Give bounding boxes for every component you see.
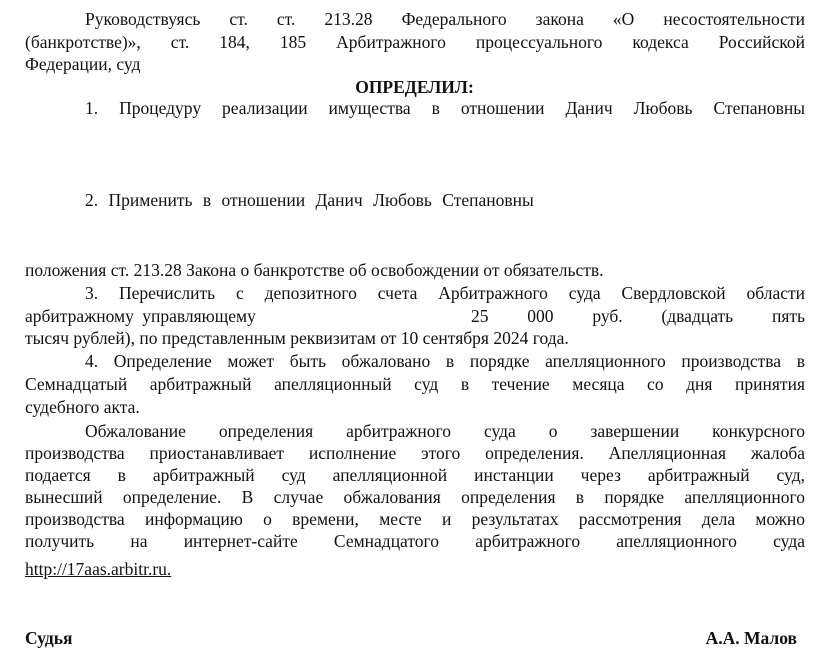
item-3-amount: 25 000 руб. (двадцать пять <box>471 306 805 326</box>
item-4-line-2: Семнадцатый арбитражный апелляционный суд в течение месяца со дня принятия <box>25 374 805 394</box>
appeal-line-5: производства информацию о времени, месте и результатах рассмотрения дела можно <box>25 509 805 529</box>
item-2-continuation: положения ст. 213.28 Закона о банкротстве об освобождении от обязательств. <box>25 260 604 280</box>
url-line <box>25 558 805 580</box>
signature-name: А.А. Малов <box>705 628 797 648</box>
appeal-line-4: вынесший определение. В случае обжалования определения в порядке апелляционного <box>25 487 805 507</box>
intro-line-1: Руководствуясь ст. ст. 213.28 Федерального закона «О несостоятельности <box>85 9 805 29</box>
ruling-heading <box>0 76 829 98</box>
item-1: 1. Процедуру реализации имущества в отношении Данич Любовь Степановны <box>85 98 805 118</box>
ruling-heading-text: ОПРЕДЕЛИЛ <box>355 77 468 97</box>
appeal-line-3: подается в арбитражный суд апелляционной инстанции через арбитражный суд, <box>25 465 805 485</box>
item-3-line-3: тысяч рублей), по представленным реквизитам от 10 сентября 2024 года. <box>25 328 569 348</box>
item-3-recipient: арбитражному управляющему <box>25 306 256 326</box>
signature-role: Судья <box>25 628 73 648</box>
item-4-line-1: 4. Определение может быть обжаловано в порядке апелляционного производства в <box>85 351 805 371</box>
item-2: 2. Применить в отношении Данич Любовь Степановны <box>85 190 534 210</box>
appeal-line-2: производства приостанавливает исполнение этого определения. Апелляционная жалоба <box>25 443 805 463</box>
appeal-line-1: Обжалование определения арбитражного суда о завершении конкурсного <box>85 421 805 441</box>
intro-line-3: Федерации, суд <box>25 54 141 74</box>
appeal-line-6: получить на интернет-сайте Семнадцатого арбитражного апелляционного суда <box>25 531 805 551</box>
court-website-link[interactable]: http://17aas.arbitr.ru. <box>25 559 172 579</box>
heading-colon: : <box>467 77 474 97</box>
item-3-line-2 <box>25 305 805 327</box>
intro-line-2: (банкротстве)», ст. 184, 185 Арбитражного процессуального кодекса Российской <box>25 32 805 52</box>
item-3-line-1: 3. Перечислить с депозитного счета Арбитражного суда Свердловской области <box>85 283 805 303</box>
item-4-line-3: судебного акта. <box>25 397 140 417</box>
